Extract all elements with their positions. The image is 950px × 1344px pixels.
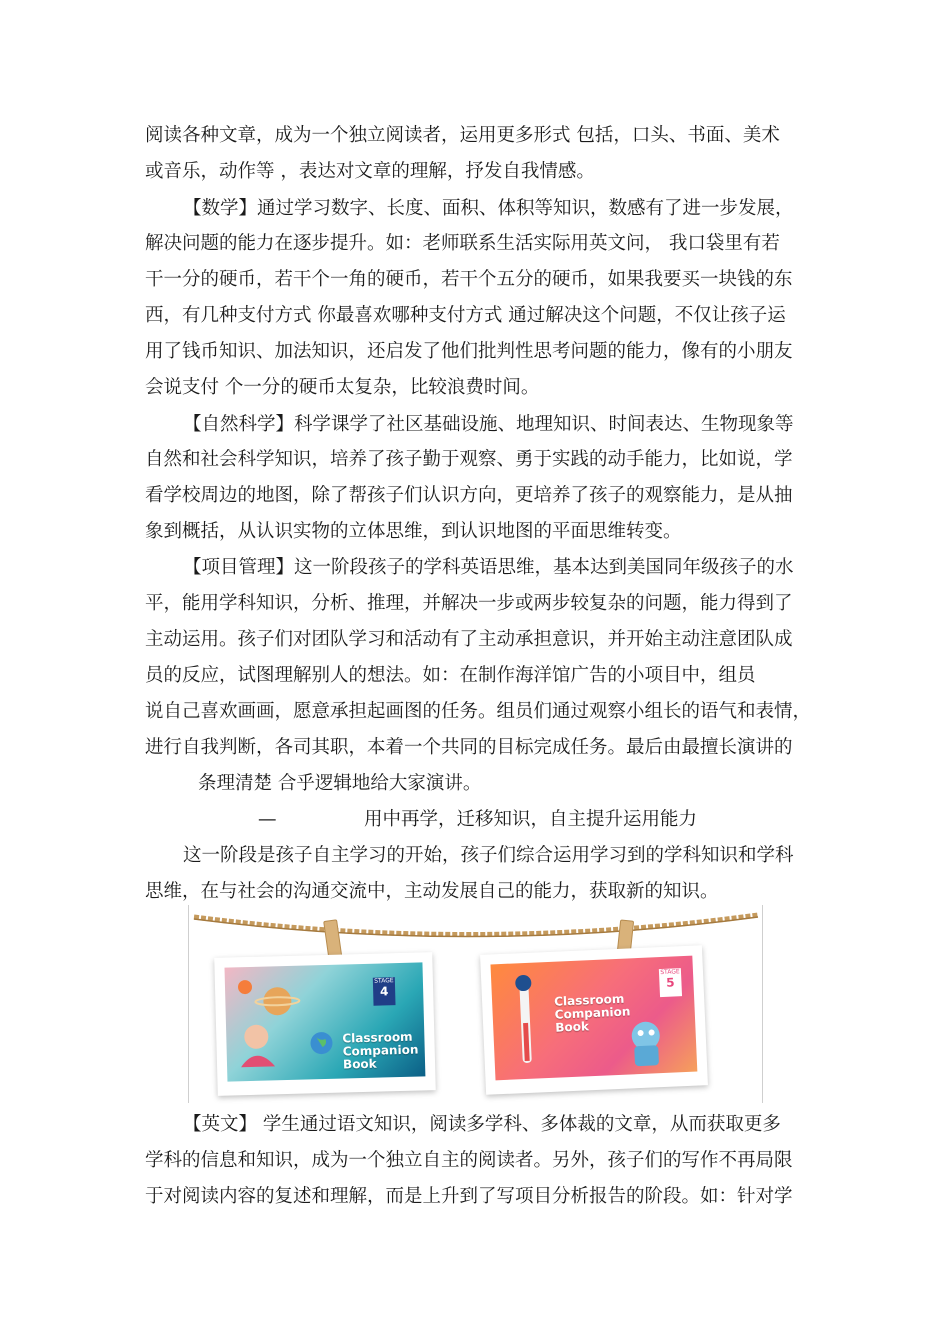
- text-line: 自然和社会科学知识，培养了孩子勤于观察、勇于实践的动手能力，比如说，学: [145, 449, 793, 470]
- paragraph-english: 【英文】 学生通过语文知识，阅读多学科、多体裁的文章，从而获取更多: [183, 1114, 781, 1135]
- text-line: 会说支付 个一分的硬币太复杂，比较浪费时间。: [145, 377, 540, 398]
- text-line: 主动运用。孩子们对团队学习和活动有了主动承担意识，并开始主动注意团队成: [145, 629, 793, 650]
- text-line: 象到概括，从认识实物的立体思维，到认识地图的平面思维转变。: [145, 521, 682, 542]
- text-line: 思维，在与社会的沟通交流中，主动发展自己的能力，获取新的知识。: [145, 881, 719, 902]
- stage-badge: STAGE 5: [659, 968, 682, 997]
- book-card-left: [214, 952, 436, 1096]
- text-line: 平，能用学科知识，分析、推理，并解决一步或两步较复杂的问题，能力得到了: [145, 593, 793, 614]
- text-line: 或音乐，动作等 ，表达对文章的理解，抒发自我情感。: [145, 161, 595, 182]
- text-line: 员的反应，试图理解别人的想法。如：在制作海洋馆广告的小项目中，组员: [145, 665, 756, 686]
- book-cover-right: [490, 956, 697, 1081]
- text-line: 说自己喜欢画画，愿意承担起画图的任务。组员们通过观察小组长的语气和表情，: [145, 701, 812, 722]
- book-title: Classroom Companion Book: [553, 991, 631, 1035]
- book-card-right: [480, 945, 708, 1095]
- text-line: 阅读各种文章，成为一个独立阅读者，运用更多形式 包括，口头、书面、美术: [145, 125, 780, 146]
- text-line: 条理清楚 合乎逻辑地给大家演讲。: [198, 773, 482, 794]
- paragraph-math: 【数学】通过学习数字、长度、面积、体积等知识，数感有了进一步发展，: [183, 198, 794, 219]
- section-dash: —: [258, 809, 277, 830]
- text-line: 用了钱币知识、加法知识，还启发了他们批判性思考问题的能力，像有的小朋友: [145, 341, 793, 362]
- stage-badge: STAGE 4: [373, 977, 396, 1006]
- text-line: 西，有几种支付方式 你最喜欢哪种支付方式 通过解决这个问题，不仅让孩子运: [145, 305, 786, 326]
- text-line: 解决问题的能力在逐步提升。如：老师联系生活实际用英文问， 我口袋里有若: [145, 233, 780, 254]
- paragraph-project: 【项目管理】这一阶段孩子的学科英语思维，基本达到美国同年级孩子的水: [183, 557, 794, 578]
- text-line: 进行自我判断，各司其职，本着一个共同的目标完成任务。最后由最擅长演讲的: [145, 737, 793, 758]
- paragraph-intro: 这一阶段是孩子自主学习的开始，孩子们综合运用学习到的学科知识和学科: [183, 845, 794, 866]
- book-title: Classroom Companion Book: [342, 1029, 419, 1072]
- section-heading: 用中再学，迁移知识，自主提升运用能力: [364, 809, 698, 830]
- text-line: 于对阅读内容的复述和理解，而是上升到了写项目分析报告的阶段。如：针对学: [145, 1186, 793, 1207]
- text-line: 看学校周边的地图，除了帮孩子们认识方向，更培养了孩子的观察能力，是从抽: [145, 485, 793, 506]
- paragraph-science: 【自然科学】科学课学了社区基础设施、地理知识、时间表达、生物现象等: [183, 414, 794, 435]
- book-cover-left: [224, 962, 425, 1081]
- text-line: 学科的信息和知识，成为一个独立自主的阅读者。另外，孩子们的写作不再局限: [145, 1150, 793, 1171]
- book-photo: [188, 905, 763, 1103]
- text-line: 干一分的硬币，若干个一角的硬币，若干个五分的硬币，如果我要买一块钱的东: [145, 269, 793, 290]
